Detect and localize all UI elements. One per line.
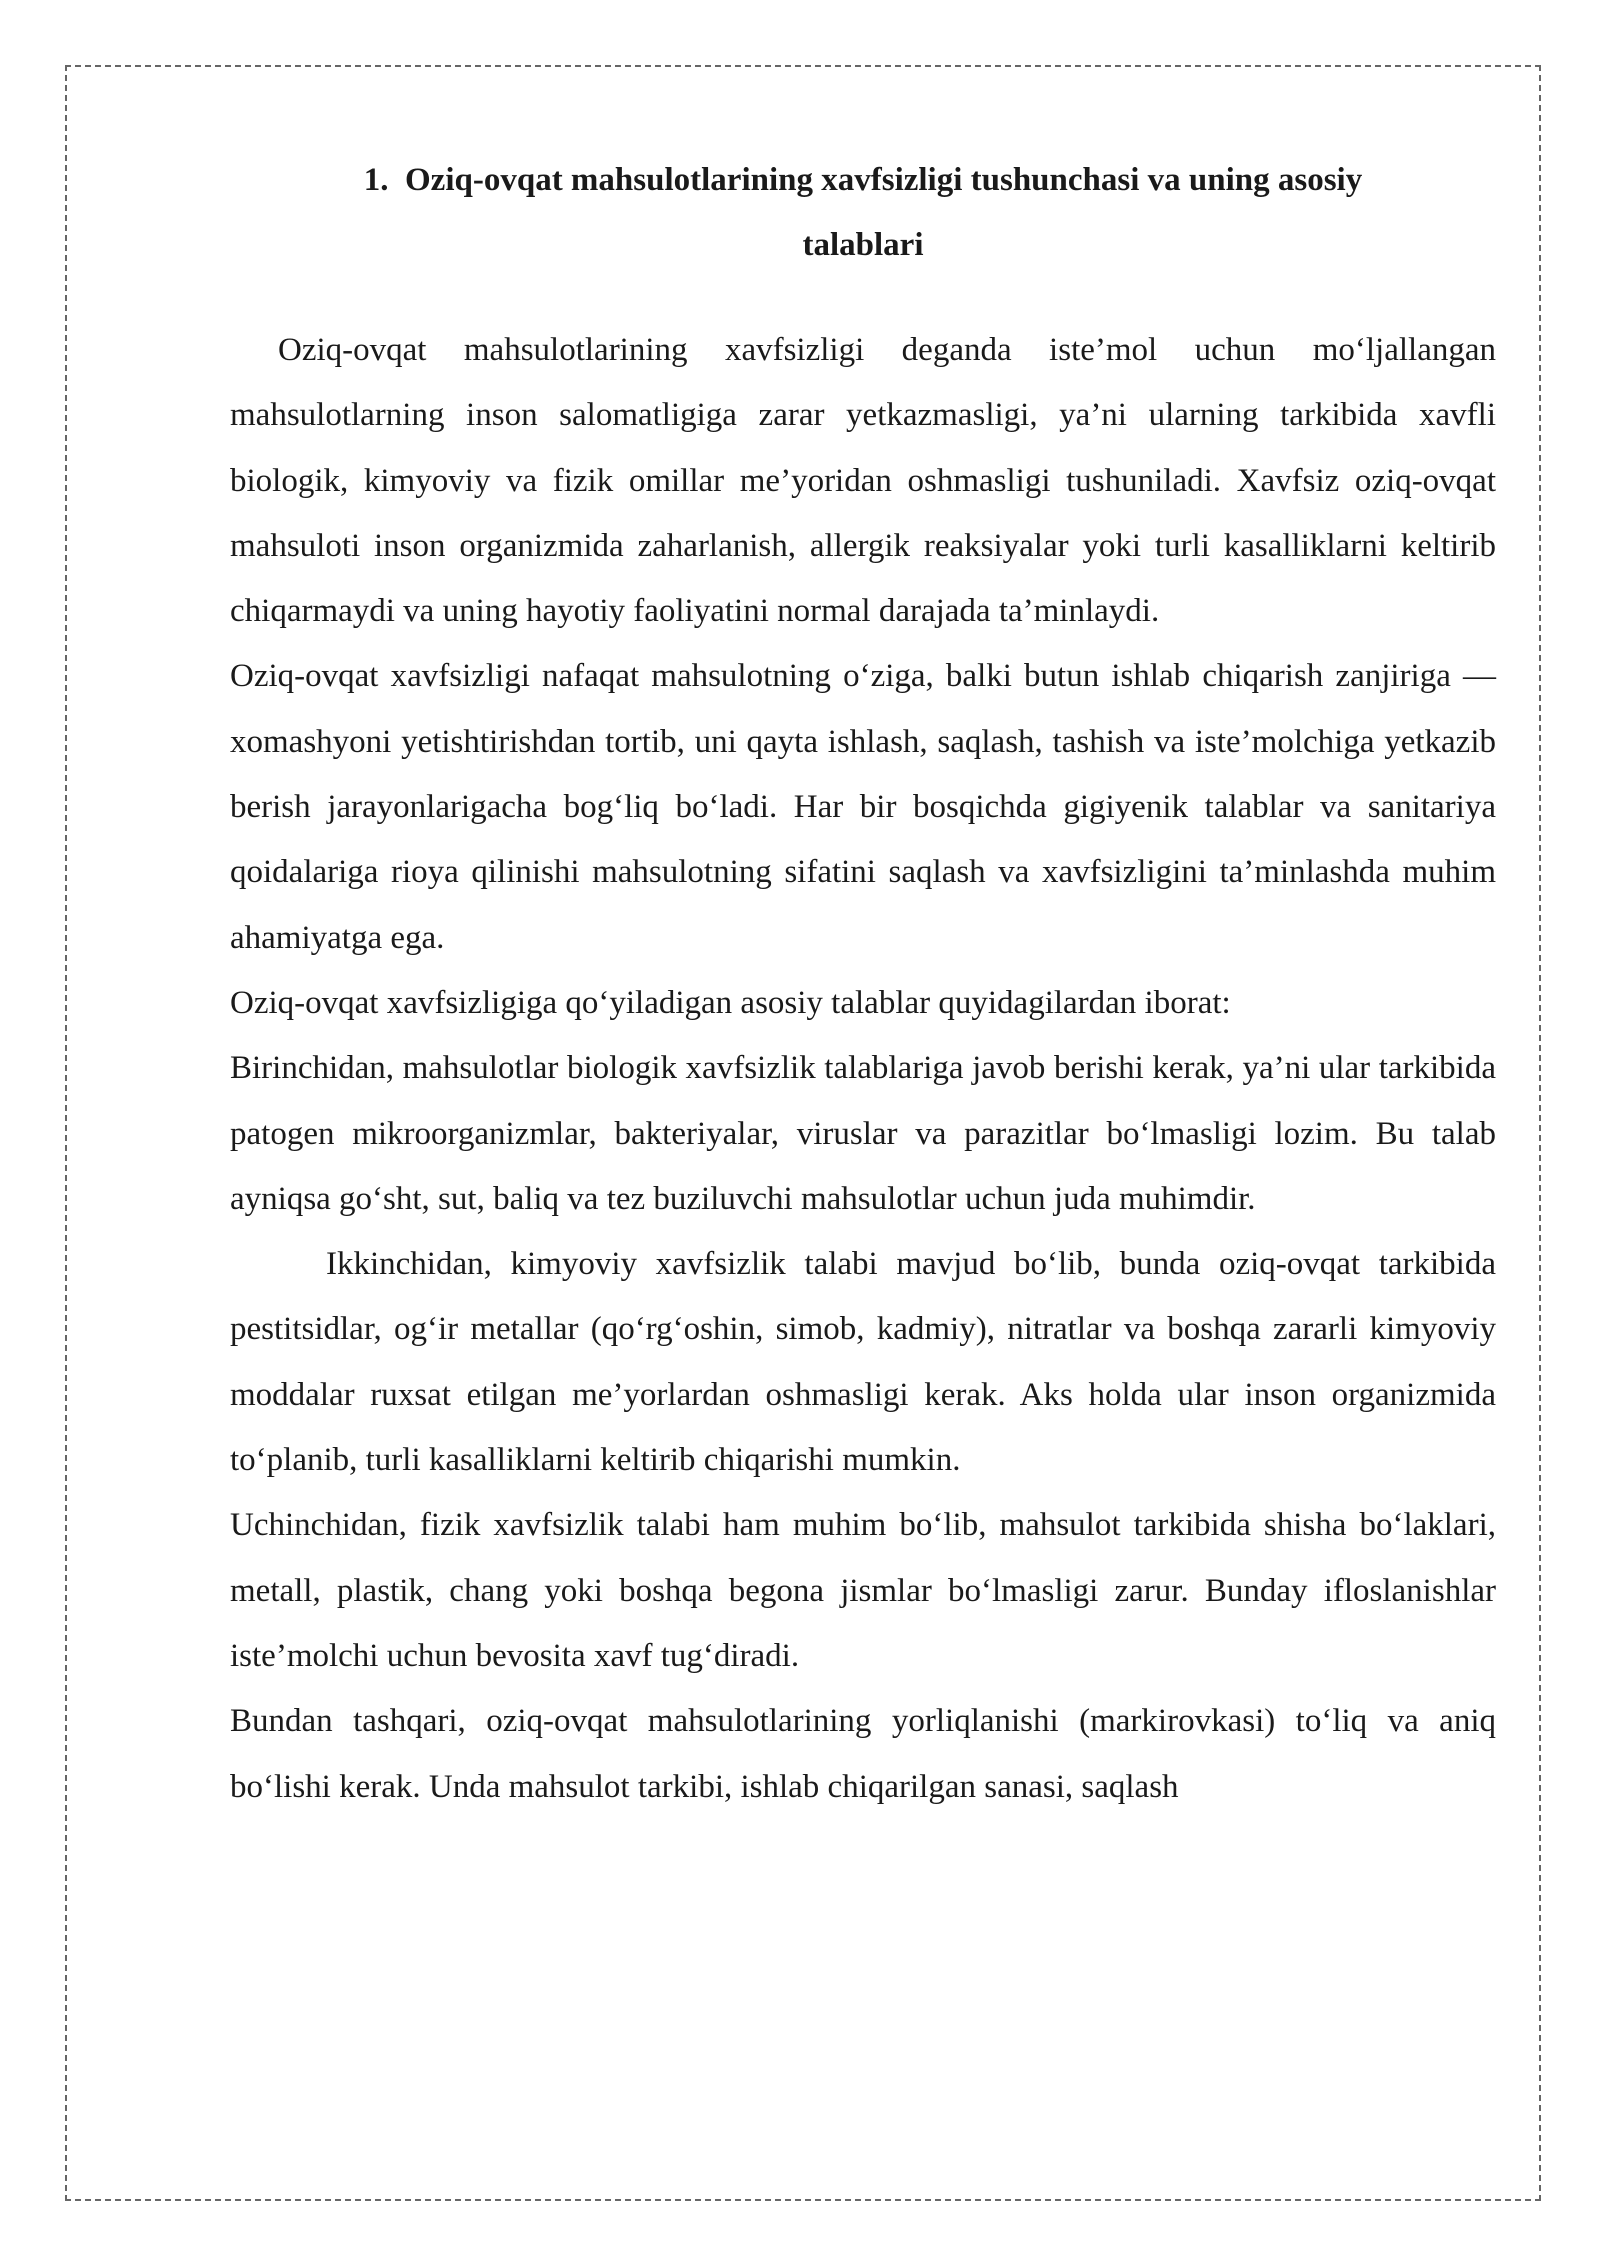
document-body	[230, 148, 1496, 1820]
heading-line-1: Oziq-ovqat mahsulotlarining xavfsizligi tushunchasi va uning asosiy	[405, 162, 1363, 198]
heading-number: 1.	[363, 162, 389, 198]
paragraph-requirements-intro: Oziq-ovqat xavfsizligiga qo‘yiladigan asosiy talablar quyidagilardan iborat:	[230, 984, 1231, 1021]
heading-line-2: talablari	[802, 227, 924, 263]
paragraph-definition: Oziq-ovqat mahsulotlarining xavfsizligi deganda iste’mol uchun mo‘ljallangan mahsulotlarning inson salomatligiga zarar yetkazmasligi, ya’ni ularning tarkibida xavfli biologik, kimyoviy va fizik omillar me’yoridan oshmasligi tushuniladi. Xavfsiz oziq-ovqat mahsuloti inson organizmida zaharlanish, allergik reaksiyalar yoki turli kasalliklarni keltirib chiqarmaydi va uning hayotiy faoliyatini normal darajada ta’minlaydi.	[230, 332, 1496, 630]
paragraph-biological-safety: Birinchidan, mahsulotlar biologik xavfsizlik talablariga javob berishi kerak, ya’ni ular tarkibida patogen mikroorganizmlar, bakteriyalar, viruslar va parazitlar bo‘lmasligi lozim. Bu talab ayniqsa go‘sht, sut, baliq va tez buziluvchi mahsulotlar uchun juda muhimdir.	[230, 1050, 1496, 1217]
paragraph-production-chain: Oziq-ovqat xavfsizligi nafaqat mahsulotning o‘ziga, balki butun ishlab chiqarish zanjiriga — xomashyoni yetishtirishdan tortib, uni qayta ishlash, saqlash, tashish va iste’molchiga yetkazib berish jarayonlarigacha bog‘liq bo‘ladi. Har bir bosqichda gigiyenik talablar va sanitariya qoidalariga rioya qilinishi mahsulotning sifatini saqlash va xavfsizligini ta’minlashda muhim ahamiyatga ega.	[230, 658, 1496, 956]
paragraph-physical-safety: Uchinchidan, fizik xavfsizlik talabi ham muhim bo‘lib, mahsulot tarkibida shisha bo‘laklari, metall, plastik, chang yoki boshqa begona jismlar bo‘lmasligi zarur. Bunday ifloslanishlar iste’molchi uchun bevosita xavf tug‘diradi.	[230, 1507, 1496, 1674]
section-heading	[230, 148, 1496, 278]
paragraph-labeling: Bundan tashqari, oziq-ovqat mahsulotlarining yorliqlanishi (markirovkasi) to‘liq va aniq bo‘lishi kerak. Unda mahsulot tarkibi, ishlab chiqarilgan sanasi, saqlash	[230, 1703, 1496, 1805]
paragraph-chemical-safety: Ikkinchidan, kimyoviy xavfsizlik talabi mavjud bo‘lib, bunda oziq-ovqat tarkibida pestitsidlar, og‘ir metallar (qo‘rg‘oshin, simob, kadmiy), nitratlar va boshqa zararli kimyoviy moddalar ruxsat etilgan me’yorlardan oshmasligi kerak. Aks holda ular inson organizmida to‘planib, turli kasalliklarni keltirib chiqarishi mumkin.	[230, 1246, 1496, 1479]
